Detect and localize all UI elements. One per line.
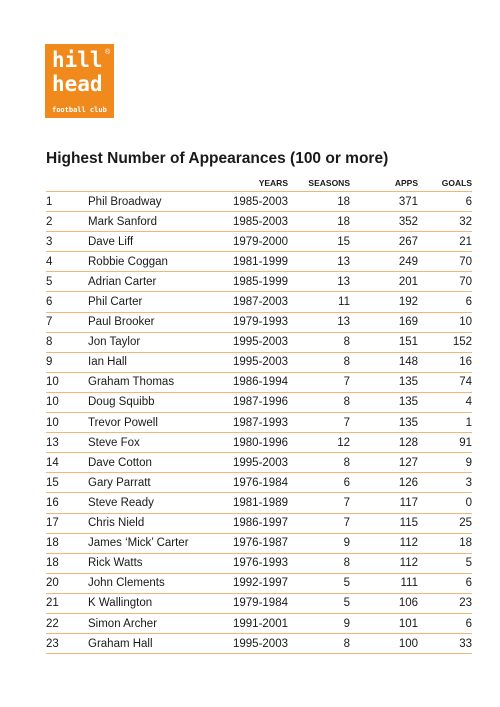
header-apps: APPS	[353, 175, 421, 192]
table-row	[46, 192, 472, 212]
table-row	[46, 352, 472, 372]
table-row	[46, 312, 472, 332]
table-row	[46, 573, 472, 593]
cell-goals: 70	[421, 272, 472, 292]
table-row	[46, 433, 472, 453]
cell-years: 1995-2003	[209, 634, 291, 654]
cell-apps: 151	[353, 332, 421, 352]
cell-player-name: John Clements	[85, 573, 209, 593]
table-row	[46, 413, 472, 433]
cell-seasons: 8	[291, 453, 353, 473]
cell-seasons: 8	[291, 553, 353, 573]
cell-seasons: 7	[291, 493, 353, 513]
cell-apps: 371	[353, 192, 421, 212]
cell-seasons: 5	[291, 593, 353, 613]
cell-apps: 115	[353, 513, 421, 533]
cell-goals: 25	[421, 513, 472, 533]
cell-seasons: 8	[291, 634, 353, 654]
cell-years: 1979-1993	[209, 312, 291, 332]
cell-player-name: Paul Brooker	[85, 312, 209, 332]
table-row	[46, 553, 472, 573]
cell-apps: 135	[353, 392, 421, 412]
cell-apps: 267	[353, 232, 421, 252]
cell-years: 1987-1993	[209, 413, 291, 433]
cell-rank: 23	[46, 634, 85, 654]
cell-goals: 4	[421, 392, 472, 412]
cell-player-name: Mark Sanford	[85, 212, 209, 232]
cell-player-name: Phil Broadway	[85, 192, 209, 212]
cell-apps: 201	[353, 272, 421, 292]
cell-apps: 126	[353, 473, 421, 493]
table-row	[46, 613, 472, 633]
cell-years: 1976-1993	[209, 553, 291, 573]
cell-goals: 23	[421, 593, 472, 613]
table-row	[46, 372, 472, 392]
cell-years: 1979-2000	[209, 232, 291, 252]
cell-player-name: Ian Hall	[85, 352, 209, 372]
cell-years: 1995-2003	[209, 352, 291, 372]
cell-rank: 15	[46, 473, 85, 493]
cell-apps: 135	[353, 413, 421, 433]
cell-years: 1985-2003	[209, 212, 291, 232]
table-row	[46, 292, 472, 312]
cell-seasons: 13	[291, 272, 353, 292]
header-name	[85, 175, 209, 192]
cell-player-name: Rick Watts	[85, 553, 209, 573]
logo-subtitle: football club	[52, 106, 107, 114]
cell-years: 1995-2003	[209, 453, 291, 473]
cell-seasons: 9	[291, 613, 353, 633]
cell-seasons: 7	[291, 513, 353, 533]
cell-goals: 18	[421, 533, 472, 553]
cell-years: 1976-1984	[209, 473, 291, 493]
cell-apps: 352	[353, 212, 421, 232]
cell-goals: 16	[421, 352, 472, 372]
header-rank	[46, 175, 85, 192]
cell-goals: 91	[421, 433, 472, 453]
cell-player-name: Steve Fox	[85, 433, 209, 453]
cell-apps: 128	[353, 433, 421, 453]
table-row	[46, 473, 472, 493]
cell-seasons: 8	[291, 332, 353, 352]
cell-goals: 3	[421, 473, 472, 493]
cell-seasons: 11	[291, 292, 353, 312]
table-row	[46, 593, 472, 613]
cell-years: 1981-1999	[209, 252, 291, 272]
cell-years: 1991-2001	[209, 613, 291, 633]
appearances-table	[46, 175, 472, 654]
cell-apps: 135	[353, 372, 421, 392]
cell-rank: 5	[46, 272, 85, 292]
cell-apps: 101	[353, 613, 421, 633]
cell-seasons: 13	[291, 312, 353, 332]
cell-apps: 127	[353, 453, 421, 473]
cell-years: 1981-1989	[209, 493, 291, 513]
cell-seasons: 12	[291, 433, 353, 453]
cell-apps: 111	[353, 573, 421, 593]
table-header-row	[46, 175, 472, 192]
cell-player-name: Graham Hall	[85, 634, 209, 654]
cell-rank: 6	[46, 292, 85, 312]
cell-player-name: Dave Cotton	[85, 453, 209, 473]
cell-rank: 18	[46, 553, 85, 573]
cell-player-name: Robbie Coggan	[85, 252, 209, 272]
header-goals: GOALS	[421, 175, 472, 192]
cell-rank: 3	[46, 232, 85, 252]
logo-text-hill: hill	[52, 48, 103, 72]
cell-goals: 21	[421, 232, 472, 252]
table-row	[46, 212, 472, 232]
table-body	[46, 192, 472, 654]
cell-rank: 4	[46, 252, 85, 272]
cell-years: 1980-1996	[209, 433, 291, 453]
cell-apps: 112	[353, 553, 421, 573]
cell-apps: 100	[353, 634, 421, 654]
cell-years: 1987-2003	[209, 292, 291, 312]
cell-apps: 112	[353, 533, 421, 553]
header-years: YEARS	[209, 175, 291, 192]
cell-years: 1985-2003	[209, 192, 291, 212]
cell-apps: 249	[353, 252, 421, 272]
cell-seasons: 7	[291, 413, 353, 433]
cell-years: 1986-1997	[209, 513, 291, 533]
cell-rank: 17	[46, 513, 85, 533]
header-seasons: SEASONS	[291, 175, 353, 192]
table-row	[46, 453, 472, 473]
cell-years: 1987-1996	[209, 392, 291, 412]
table-row	[46, 493, 472, 513]
cell-goals: 1	[421, 413, 472, 433]
cell-goals: 32	[421, 212, 472, 232]
cell-player-name: James ‘Mick’ Carter	[85, 533, 209, 553]
cell-seasons: 8	[291, 392, 353, 412]
cell-rank: 10	[46, 413, 85, 433]
cell-rank: 20	[46, 573, 85, 593]
cell-player-name: Adrian Carter	[85, 272, 209, 292]
cell-apps: 117	[353, 493, 421, 513]
cell-rank: 18	[46, 533, 85, 553]
cell-player-name: Steve Ready	[85, 493, 209, 513]
cell-seasons: 18	[291, 212, 353, 232]
cell-player-name: Gary Parratt	[85, 473, 209, 493]
cell-seasons: 6	[291, 473, 353, 493]
cell-rank: 10	[46, 372, 85, 392]
cell-seasons: 18	[291, 192, 353, 212]
cell-years: 1985-1999	[209, 272, 291, 292]
cell-rank: 16	[46, 493, 85, 513]
table-row	[46, 634, 472, 654]
cell-rank: 9	[46, 352, 85, 372]
cell-goals: 5	[421, 553, 472, 573]
cell-rank: 2	[46, 212, 85, 232]
cell-years: 1976-1987	[209, 533, 291, 553]
table-row	[46, 392, 472, 412]
cell-player-name: Trevor Powell	[85, 413, 209, 433]
cell-goals: 0	[421, 493, 472, 513]
cell-rank: 8	[46, 332, 85, 352]
cell-player-name: Chris Nield	[85, 513, 209, 533]
table-row	[46, 232, 472, 252]
cell-rank: 14	[46, 453, 85, 473]
cell-goals: 9	[421, 453, 472, 473]
cell-player-name: Phil Carter	[85, 292, 209, 312]
cell-player-name: Jon Taylor	[85, 332, 209, 352]
cell-rank: 22	[46, 613, 85, 633]
cell-goals: 10	[421, 312, 472, 332]
cell-seasons: 15	[291, 232, 353, 252]
cell-player-name: K Wallington	[85, 593, 209, 613]
table-row	[46, 272, 472, 292]
table-row	[46, 332, 472, 352]
cell-years: 1979-1984	[209, 593, 291, 613]
cell-goals: 33	[421, 634, 472, 654]
cell-player-name: Dave Liff	[85, 232, 209, 252]
cell-player-name: Simon Archer	[85, 613, 209, 633]
cell-years: 1992-1997	[209, 573, 291, 593]
cell-player-name: Doug Squibb	[85, 392, 209, 412]
cell-seasons: 9	[291, 533, 353, 553]
cell-apps: 148	[353, 352, 421, 372]
cell-apps: 169	[353, 312, 421, 332]
cell-rank: 7	[46, 312, 85, 332]
cell-goals: 6	[421, 292, 472, 312]
cell-goals: 152	[421, 332, 472, 352]
cell-seasons: 5	[291, 573, 353, 593]
logo-text-head: head	[52, 72, 103, 96]
cell-years: 1986-1994	[209, 372, 291, 392]
club-logo	[45, 44, 114, 118]
cell-rank: 21	[46, 593, 85, 613]
cell-goals: 74	[421, 372, 472, 392]
cell-rank: 10	[46, 392, 85, 412]
cell-goals: 6	[421, 613, 472, 633]
cell-goals: 70	[421, 252, 472, 272]
cell-seasons: 8	[291, 352, 353, 372]
cell-goals: 6	[421, 192, 472, 212]
cell-rank: 1	[46, 192, 85, 212]
cell-player-name: Graham Thomas	[85, 372, 209, 392]
cell-goals: 6	[421, 573, 472, 593]
table-row	[46, 252, 472, 272]
cell-seasons: 13	[291, 252, 353, 272]
cell-seasons: 7	[291, 372, 353, 392]
table-row	[46, 513, 472, 533]
cell-years: 1995-2003	[209, 332, 291, 352]
registered-mark: ®	[104, 49, 110, 56]
cell-rank: 13	[46, 433, 85, 453]
cell-apps: 192	[353, 292, 421, 312]
cell-apps: 106	[353, 593, 421, 613]
table-row	[46, 533, 472, 553]
page-title: Highest Number of Appearances (100 or more)	[46, 150, 389, 167]
